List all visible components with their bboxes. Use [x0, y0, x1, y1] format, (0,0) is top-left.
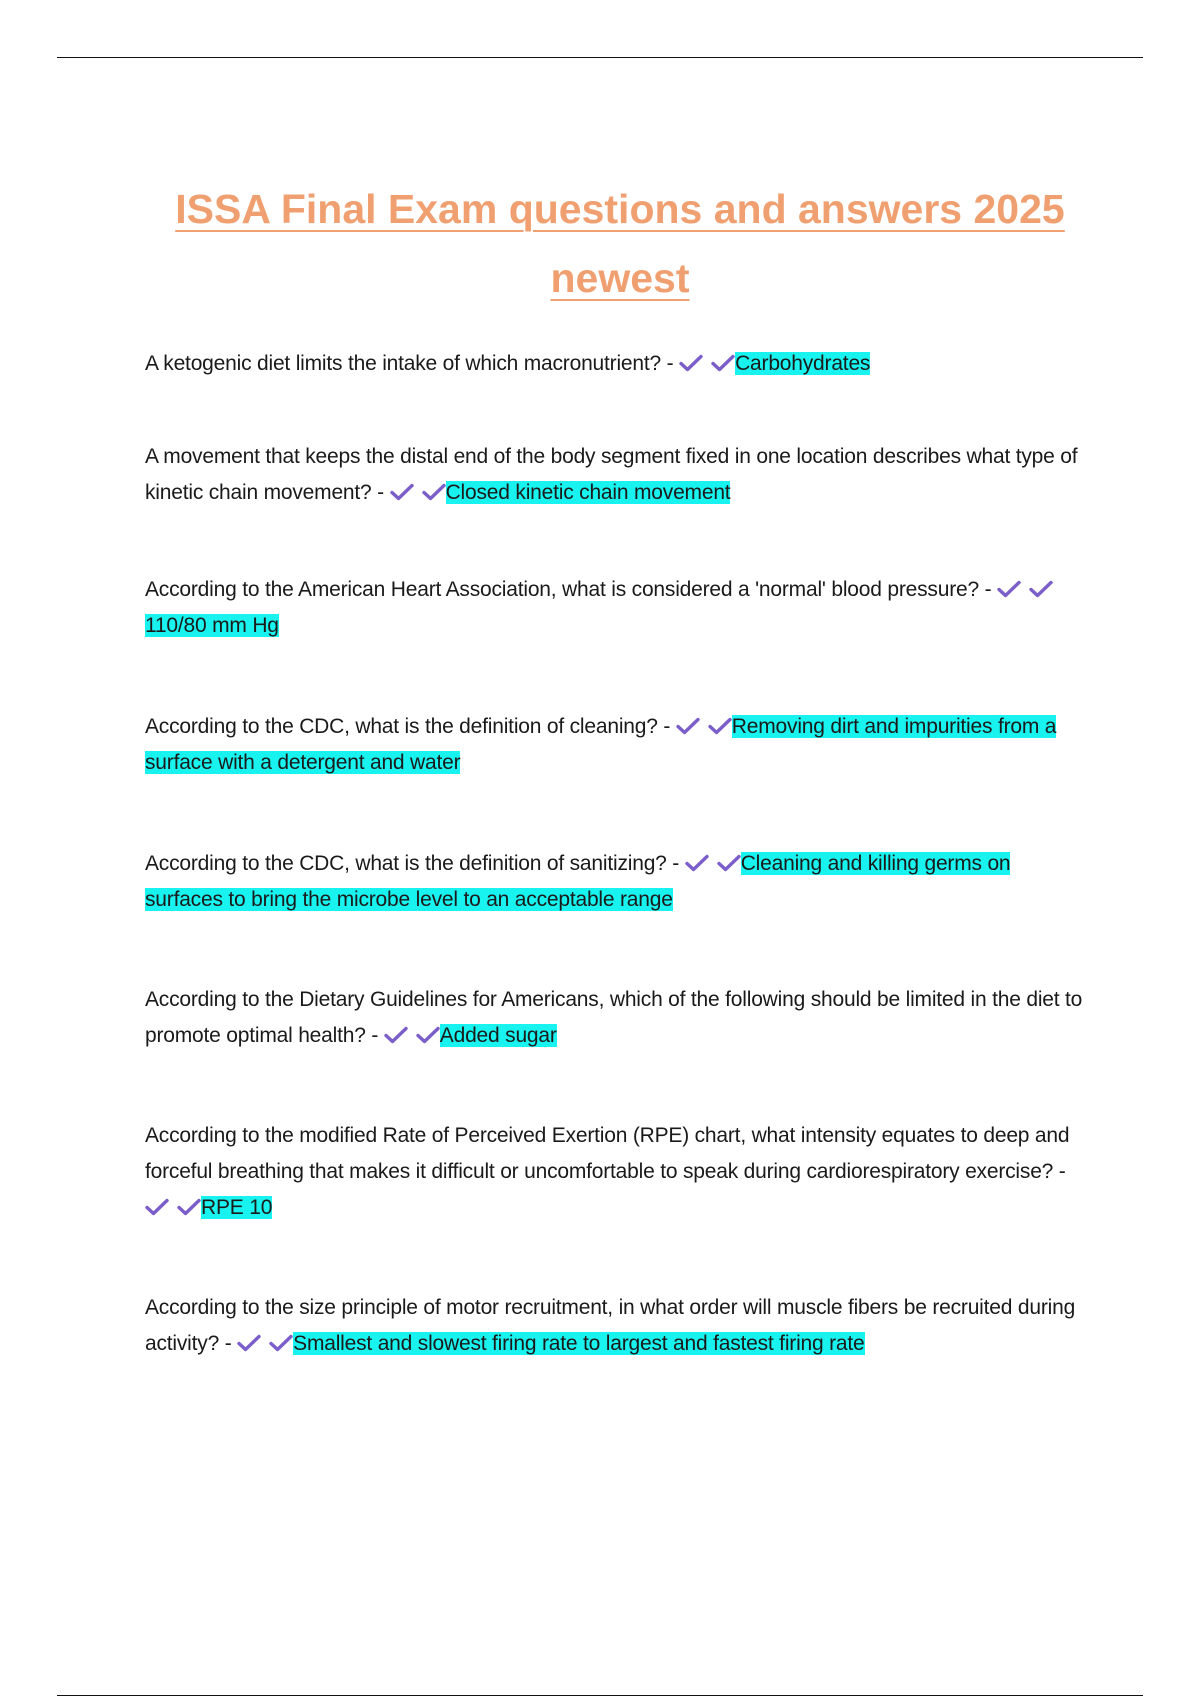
checkmark-icon [708, 717, 732, 735]
bottom-rule [57, 1695, 1143, 1696]
qa-item [145, 1290, 1090, 1362]
title-line-1: ISSA Final Exam questions and answers 2025 [175, 186, 1065, 233]
qa-item [145, 439, 1090, 511]
answer-highlight: 110/80 mm Hg [145, 614, 279, 637]
checkmark-icon [711, 354, 735, 372]
double-checkmark-icon [679, 352, 735, 375]
checkmark-icon [1029, 580, 1053, 598]
question-text: A movement that keeps the distal end of the body segment fixed in one location describes what type of kinetic chain movement? - [145, 445, 1078, 504]
double-checkmark-icon [237, 1332, 293, 1355]
question-text: A ketogenic diet limits the intake of which macronutrient? - [145, 352, 674, 375]
checkmark-icon [422, 483, 446, 501]
checkmark-icon [416, 1026, 440, 1044]
qa-item [145, 572, 1090, 644]
page-title [130, 175, 1110, 313]
qa-item [145, 982, 1090, 1054]
double-checkmark-icon [685, 852, 741, 875]
double-checkmark-icon [145, 1196, 201, 1219]
checkmark-icon [390, 483, 414, 501]
double-checkmark-icon [676, 715, 732, 738]
double-checkmark-icon [997, 578, 1053, 601]
answer-highlight: Carbohydrates [735, 352, 871, 375]
question-text: According to the CDC, what is the definition of sanitizing? - [145, 852, 680, 875]
question-text: According to the CDC, what is the definition of cleaning? - [145, 715, 671, 738]
question-text: According to the American Heart Association, what is considered a 'normal' blood pressure? - [145, 578, 992, 601]
qa-item [145, 346, 1090, 382]
top-rule [57, 57, 1143, 58]
question-text: According to the Dietary Guidelines for Americans, which of the following should be limited in the diet to promote optimal health? - [145, 988, 1083, 1047]
checkmark-icon [269, 1334, 293, 1352]
double-checkmark-icon [384, 1024, 440, 1047]
checkmark-icon [384, 1026, 408, 1044]
checkmark-icon [676, 717, 700, 735]
qa-item [145, 1118, 1090, 1226]
question-text: According to the modified Rate of Perceived Exertion (RPE) chart, what intensity equates to deep and forceful breathing that makes it difficult or uncomfortable to speak during cardiorespiratory exercise? - [145, 1124, 1070, 1183]
answer-highlight: RPE 10 [201, 1196, 273, 1219]
answer-highlight: Smallest and slowest firing rate to largest and fastest firing rate [293, 1332, 865, 1355]
checkmark-icon [685, 854, 709, 872]
title-line-2: newest [550, 255, 690, 302]
checkmark-icon [717, 854, 741, 872]
answer-highlight: Cleaning and killing germs on surfaces to bring the microbe level to an acceptable range [145, 852, 1011, 911]
qa-list [145, 346, 1090, 1362]
question-text: According to the size principle of motor recruitment, in what order will muscle fibers be recruited during activity? - [145, 1296, 1076, 1355]
answer-highlight: Removing dirt and impurities from a surface with a detergent and water [145, 715, 1057, 774]
qa-item [145, 846, 1090, 918]
checkmark-icon [145, 1198, 169, 1216]
checkmark-icon [237, 1334, 261, 1352]
qa-item [145, 709, 1090, 781]
answer-highlight: Added sugar [439, 1024, 557, 1047]
checkmark-icon [997, 580, 1021, 598]
double-checkmark-icon [390, 481, 446, 504]
checkmark-icon [679, 354, 703, 372]
answer-highlight: Closed kinetic chain movement [445, 481, 731, 504]
checkmark-icon [177, 1198, 201, 1216]
